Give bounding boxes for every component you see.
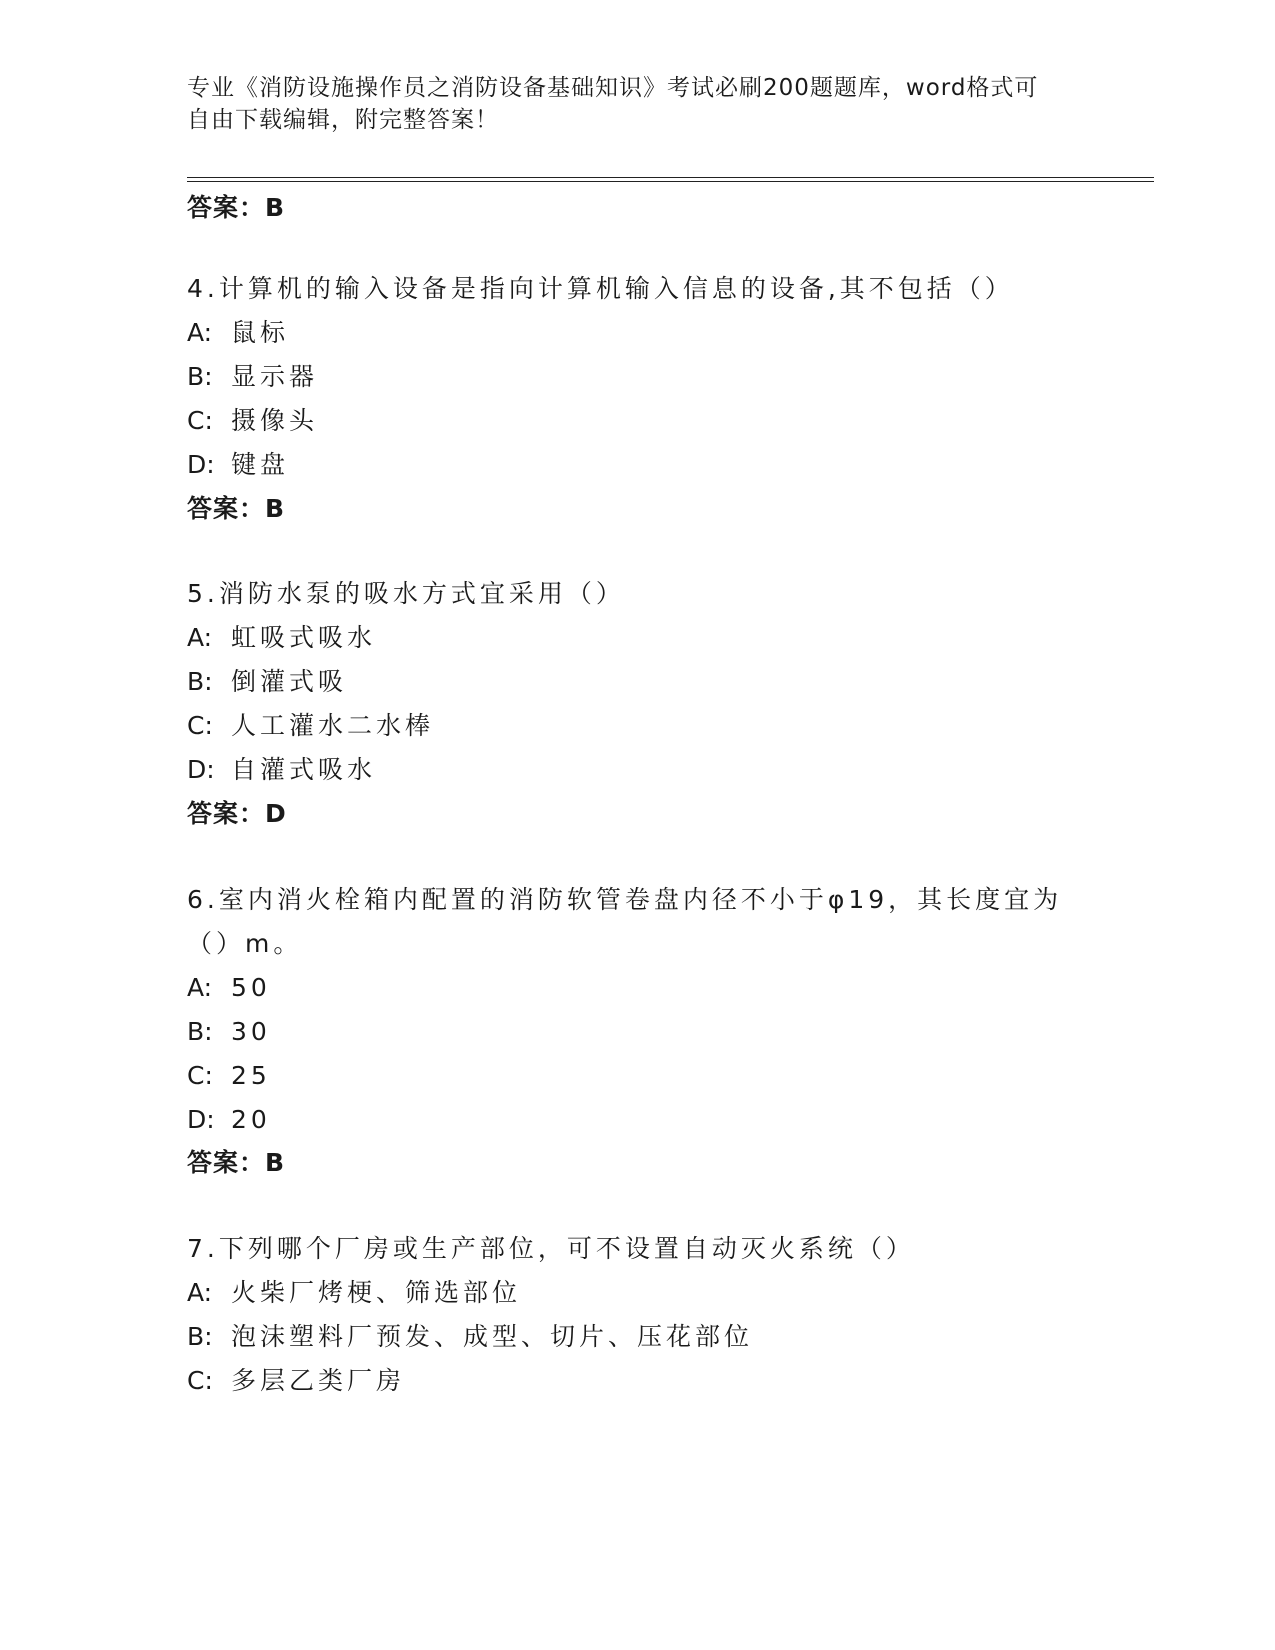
option-letter: A: — [187, 623, 213, 652]
header-line-1: 专业《消防设施操作员之消防设备基础知识》考试必刷200题题库，word格式可 — [187, 75, 1039, 101]
header-divider-top — [187, 177, 1154, 178]
option-letter: C: — [187, 1061, 213, 1090]
question-6-stem-continued: （）m。 — [187, 929, 303, 958]
question-5-option-b — [187, 665, 347, 699]
option-text: 鼠标 — [231, 318, 290, 347]
question-4-option-b — [187, 360, 318, 394]
option-letter: C: — [187, 711, 213, 740]
header-divider-bottom — [187, 181, 1154, 182]
document-header — [187, 72, 1067, 136]
option-text: 倒灌式吸 — [231, 667, 348, 696]
option-letter: A: — [187, 318, 213, 347]
option-text: 键盘 — [231, 450, 290, 479]
question-4-option-a — [187, 316, 289, 350]
question-6-stem: 6.室内消火栓箱内配置的消防软管卷盘内径不小于φ19，其长度宜为 — [187, 885, 1063, 914]
option-letter: B: — [187, 667, 213, 696]
answer-q3: 答案：B — [187, 193, 286, 222]
option-letter: D: — [187, 755, 215, 784]
answer-q6: 答案：B — [187, 1148, 286, 1177]
question-7-option-c — [187, 1364, 405, 1398]
question-5-option-a — [187, 621, 376, 655]
option-text: 20 — [231, 1105, 271, 1134]
option-text: 泡沫塑料厂预发、成型、切片、压花部位 — [231, 1322, 754, 1351]
option-text: 50 — [231, 973, 271, 1002]
question-6-option-c — [187, 1059, 271, 1093]
question-6-option-b — [187, 1015, 271, 1049]
question-4-stem: 4.计算机的输入设备是指向计算机输入信息的设备,其不包括（） — [187, 274, 1014, 303]
answer-q4: 答案：B — [187, 494, 286, 523]
option-letter: C: — [187, 1366, 213, 1395]
option-text: 多层乙类厂房 — [231, 1366, 406, 1395]
option-letter: D: — [187, 450, 215, 479]
option-text: 30 — [231, 1017, 271, 1046]
question-4-option-c — [187, 404, 318, 438]
question-6-option-d — [187, 1103, 271, 1137]
option-text: 人工灌水二水棒 — [231, 711, 435, 740]
option-letter: B: — [187, 362, 213, 391]
question-5-option-d — [187, 753, 376, 787]
option-letter: B: — [187, 1017, 213, 1046]
question-7-option-b — [187, 1320, 753, 1354]
question-4-option-d — [187, 448, 289, 482]
option-text: 火柴厂烤梗、筛选部位 — [231, 1278, 522, 1307]
option-text: 虹吸式吸水 — [231, 623, 377, 652]
option-letter: B: — [187, 1322, 213, 1351]
question-7-stem: 7.下列哪个厂房或生产部位，可不设置自动灭火系统（） — [187, 1234, 915, 1263]
option-text: 显示器 — [231, 362, 319, 391]
option-letter: C: — [187, 406, 213, 435]
question-6-option-a — [187, 971, 271, 1005]
option-text: 摄像头 — [231, 406, 319, 435]
option-letter: D: — [187, 1105, 215, 1134]
header-line-2: 自由下载编辑，附完整答案！ — [187, 107, 499, 133]
question-5-stem: 5.消防水泵的吸水方式宜采用（） — [187, 579, 625, 608]
option-text: 自灌式吸水 — [231, 755, 377, 784]
option-letter: A: — [187, 973, 213, 1002]
question-7-option-a — [187, 1276, 521, 1310]
option-text: 25 — [231, 1061, 271, 1090]
answer-q5: 答案：D — [187, 799, 287, 828]
question-5-option-c — [187, 709, 434, 743]
option-letter: A: — [187, 1278, 213, 1307]
